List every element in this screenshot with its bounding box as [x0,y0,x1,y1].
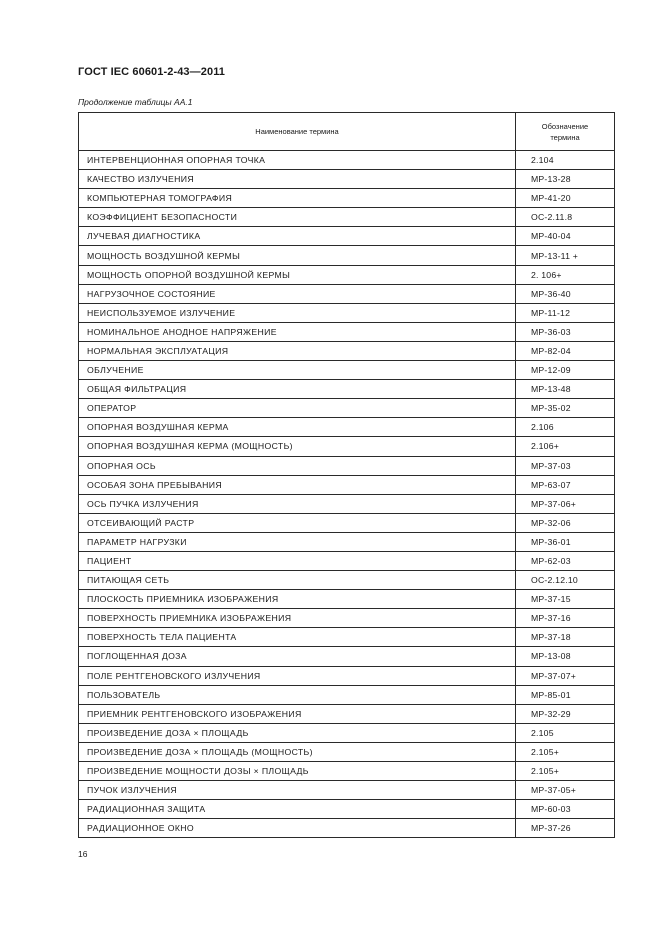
term-code-cell: ОС-2.12.10 [516,571,615,590]
table-row [79,781,615,800]
term-code-cell: МР-63-07 [516,475,615,494]
column-header-code [516,113,615,151]
term-code-cell: 2.105+ [516,742,615,761]
term-code-cell: МР-13-11 + [516,246,615,265]
term-code-cell: МР-37-26 [516,819,615,838]
table-row [79,322,615,341]
table-row [79,762,615,781]
term-code-cell: МР-37-06+ [516,494,615,513]
table-caption: Продолжение таблицы АА.1 [78,97,193,107]
table-row [79,380,615,399]
term-code-cell: 2.104 [516,151,615,170]
term-code-cell: 2.106 [516,418,615,437]
term-code-cell: МР-36-40 [516,284,615,303]
term-name-cell: НЕИСПОЛЬЗУЕМОЕ ИЗЛУЧЕНИЕ [79,303,516,322]
table-row [79,647,615,666]
table-row [79,723,615,742]
term-name-cell: НАГРУЗОЧНОЕ СОСТОЯНИЕ [79,284,516,303]
term-code-cell: МР-12-09 [516,361,615,380]
term-name-cell: ОБЛУЧЕНИЕ [79,361,516,380]
table-row [79,189,615,208]
table-row [79,341,615,360]
table-row [79,800,615,819]
table-row [79,265,615,284]
column-header-code-label: Обозначение термина [541,121,589,142]
table-row [79,494,615,513]
term-name-cell: ПОЛЕ РЕНТГЕНОВСКОГО ИЗЛУЧЕНИЯ [79,666,516,685]
table-row [79,303,615,322]
term-name-cell: ПРОИЗВЕДЕНИЕ ДОЗА × ПЛОЩАДЬ (МОЩНОСТЬ) [79,742,516,761]
term-code-cell: 2.106+ [516,437,615,456]
document-header: ГОСТ IEC 60601-2-43—2011 [78,66,226,78]
term-name-cell: ОПОРНАЯ ВОЗДУШНАЯ КЕРМА [79,418,516,437]
table-row [79,609,615,628]
table-row [79,513,615,532]
term-name-cell: КОМПЬЮТЕРНАЯ ТОМОГРАФИЯ [79,189,516,208]
page-number: 16 [78,849,88,859]
term-code-cell: МР-13-08 [516,647,615,666]
table-row [79,437,615,456]
table-row [79,418,615,437]
term-code-cell: МР-37-05+ [516,781,615,800]
term-name-cell: ОПОРНАЯ ВОЗДУШНАЯ КЕРМА (МОЩНОСТЬ) [79,437,516,456]
term-name-cell: ПИТАЮЩАЯ СЕТЬ [79,571,516,590]
term-code-cell: МР-41-20 [516,189,615,208]
table-row [79,704,615,723]
term-name-cell: ИНТЕРВЕНЦИОННАЯ ОПОРНАЯ ТОЧКА [79,151,516,170]
term-name-cell: ПРОИЗВЕДЕНИЕ ДОЗА × ПЛОЩАДЬ [79,723,516,742]
term-code-cell: МР-37-03 [516,456,615,475]
term-code-cell: МР-37-07+ [516,666,615,685]
term-code-cell: ОС-2.11.8 [516,208,615,227]
table-row [79,456,615,475]
term-name-cell: ПЛОСКОСТЬ ПРИЕМНИКА ИЗОБРАЖЕНИЯ [79,590,516,609]
term-name-cell: ОПОРНАЯ ОСЬ [79,456,516,475]
table-body [79,151,615,838]
term-code-cell: МР-37-18 [516,628,615,647]
column-header-term: Наименование термина [79,113,516,151]
term-name-cell: ОТСЕИВАЮЩИЙ РАСТР [79,513,516,532]
term-name-cell: ПРИЕМНИК РЕНТГЕНОВСКОГО ИЗОБРАЖЕНИЯ [79,704,516,723]
table-row [79,685,615,704]
term-code-cell: МР-37-16 [516,609,615,628]
table-row [79,819,615,838]
table-row [79,628,615,647]
term-name-cell: ОБЩАЯ ФИЛЬТРАЦИЯ [79,380,516,399]
term-name-cell: ЛУЧЕВАЯ ДИАГНОСТИКА [79,227,516,246]
table-row [79,170,615,189]
term-name-cell: КОЭФФИЦИЕНТ БЕЗОПАСНОСТИ [79,208,516,227]
term-code-cell: МР-37-15 [516,590,615,609]
table-row [79,246,615,265]
term-name-cell: ОПЕРАТОР [79,399,516,418]
table-row [79,227,615,246]
table-row [79,151,615,170]
term-name-cell: ПАЦИЕНТ [79,551,516,570]
table-row [79,571,615,590]
term-code-cell: 2.105 [516,723,615,742]
term-code-cell: МР-82-04 [516,341,615,360]
table-row [79,361,615,380]
term-name-cell: ПАРАМЕТР НАГРУЗКИ [79,532,516,551]
term-code-cell: МР-62-03 [516,551,615,570]
term-name-cell: КАЧЕСТВО ИЗЛУЧЕНИЯ [79,170,516,189]
table-row [79,475,615,494]
term-name-cell: ПОЛЬЗОВАТЕЛЬ [79,685,516,704]
term-code-cell: МР-85-01 [516,685,615,704]
table-row [79,208,615,227]
term-code-cell: МР-11-12 [516,303,615,322]
table-row [79,532,615,551]
term-name-cell: РАДИАЦИОННАЯ ЗАЩИТА [79,800,516,819]
term-code-cell: 2. 106+ [516,265,615,284]
terms-table [78,112,615,838]
term-name-cell: МОЩНОСТЬ ВОЗДУШНОЙ КЕРМЫ [79,246,516,265]
table-row [79,284,615,303]
term-code-cell: МР-60-03 [516,800,615,819]
term-code-cell: МР-35-02 [516,399,615,418]
term-name-cell: ПОГЛОЩЕННАЯ ДОЗА [79,647,516,666]
term-code-cell: 2.105+ [516,762,615,781]
term-name-cell: ПРОИЗВЕДЕНИЕ МОЩНОСТИ ДОЗЫ × ПЛОЩАДЬ [79,762,516,781]
term-name-cell: ОСОБАЯ ЗОНА ПРЕБЫВАНИЯ [79,475,516,494]
table-row [79,399,615,418]
term-name-cell: ОСЬ ПУЧКА ИЗЛУЧЕНИЯ [79,494,516,513]
term-code-cell: МР-32-29 [516,704,615,723]
term-name-cell: НОРМАЛЬНАЯ ЭКСПЛУАТАЦИЯ [79,341,516,360]
table-row [79,666,615,685]
term-name-cell: НОМИНАЛЬНОЕ АНОДНОЕ НАПРЯЖЕНИЕ [79,322,516,341]
term-code-cell: МР-13-48 [516,380,615,399]
term-code-cell: МР-32-06 [516,513,615,532]
table-row [79,742,615,761]
term-code-cell: МР-36-01 [516,532,615,551]
term-name-cell: ПОВЕРХНОСТЬ ТЕЛА ПАЦИЕНТА [79,628,516,647]
table-row [79,590,615,609]
term-code-cell: МР-36-03 [516,322,615,341]
term-name-cell: ПОВЕРХНОСТЬ ПРИЕМНИКА ИЗОБРАЖЕНИЯ [79,609,516,628]
table-header-row [79,113,615,151]
term-name-cell: МОЩНОСТЬ ОПОРНОЙ ВОЗДУШНОЙ КЕРМЫ [79,265,516,284]
table-row [79,551,615,570]
term-code-cell: МР-40-04 [516,227,615,246]
term-code-cell: МР-13-28 [516,170,615,189]
term-name-cell: ПУЧОК ИЗЛУЧЕНИЯ [79,781,516,800]
term-name-cell: РАДИАЦИОННОЕ ОКНО [79,819,516,838]
